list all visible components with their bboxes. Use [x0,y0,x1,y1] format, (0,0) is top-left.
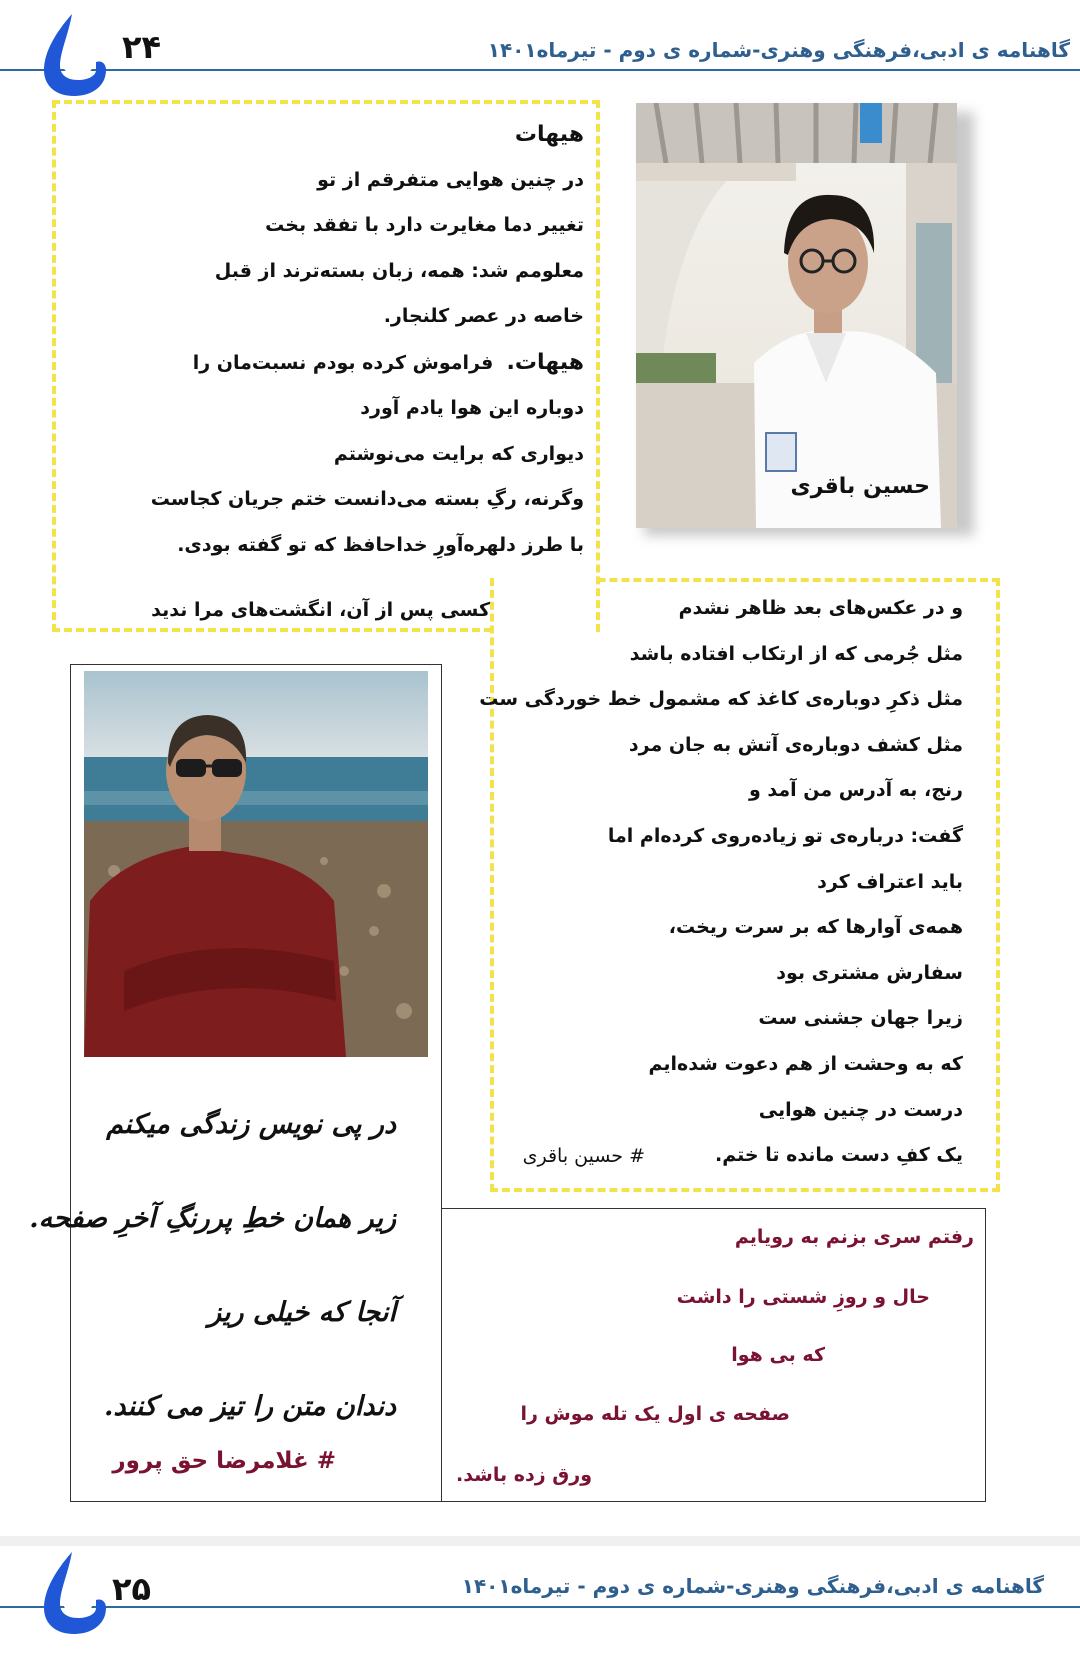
poem-title: هیهات [514,122,584,147]
poem-line: آنجا که خیلی ریز [208,1297,396,1328]
poem-line: باید اعتراف کرد [817,870,963,893]
poem-line: صفحه ی اول یک تله موش را [520,1403,790,1425]
drop-logo-icon [38,1550,112,1636]
poem-second [443,586,963,1179]
poem-line: مثل کشف دوباره‌ی آتش به جان مرد [628,733,963,756]
poem-line: زیر همان خطِ پررنگِ آخرِ صفحه. [29,1203,396,1234]
poem-line: یک کفِ دست مانده تا ختم. [715,1144,963,1167]
poem-hayhat [64,112,584,568]
poem-line: ورق زده باشد. [455,1464,592,1486]
poem-line: زیرا جهان جشنی ست [758,1007,963,1030]
drop-logo-icon [38,12,112,98]
poem-line: همه‌ی آوارها که بر سرت ریخت، [668,916,963,939]
poem-line: دیواری که برایت می‌نوشتم [333,442,584,465]
poem-line: رفتم سری بزنم به رویایم [734,1226,974,1248]
poem-line: گفت: درباره‌ی تو زیاده‌روی کرده‌ام اما [607,824,963,847]
poem-line: که به وحشت از هم دعوت شده‌ایم [648,1052,963,1075]
poem-line: مثل ذکرِ دوباره‌ی کاغذ که مشمول خط خوردگی ست [479,688,963,711]
page-gap [0,1536,1080,1546]
poem-line-last: کسی پس از آن، انگشت‌های مرا ندید [151,599,490,621]
poem-line [64,340,584,387]
photo-caption: حسین باقری [790,474,930,499]
poem-line: معلومم شد: همه، زبان بسته‌ترند از قبل [214,259,584,282]
poem-line: در پی نویس زندگی میکنم [106,1109,396,1140]
bold-word: هیهات. [506,349,584,375]
poem-line: با طرز دلهره‌آورِ خداحافظ که تو گفته بودی. [177,533,584,556]
poem-line: رنج، به آدرس من آمد و [748,779,963,802]
poem-signature: # حسین باقری [522,1145,645,1167]
portrait-photo-2 [84,671,428,1057]
poem-line: دندان متن را تیز می کنند. [104,1391,396,1422]
poem-line-rest: فراموش کرده بودم نسبت‌مان را [192,351,494,374]
poem-line: درست در چنین هوایی [758,1098,963,1121]
right-frame [441,1208,986,1502]
header-title-top: گاهنامه ی ادبی،فرهنگی وهنری-شماره ی دوم - تیرماه۱۴۰۱ [487,38,1070,62]
page-number-top: ۲۴ [122,28,162,66]
poem-line: حال و روزِ شستی را داشت [676,1286,930,1308]
poem-line: وگرنه، رگِ بسته می‌دانست ختم جریان کجاست [150,488,584,510]
poem-line: که بی هوا [731,1344,825,1366]
poem-line: خاصه در عصر کلنجار. [383,305,584,327]
poem-signature: # غلامرضا حق پرور [112,1448,336,1474]
portrait-photo-1 [636,103,957,528]
header-title-bottom: گاهنامه ی ادبی،فرهنگی وهنری-شماره ی دوم - تیرماه۱۴۰۱ [461,1574,1044,1598]
calligraphy-poem [29,1078,396,1454]
poem-line: سفارش مشتری بود [776,961,963,984]
page-number-bottom: ۲۵ [112,1570,152,1608]
poem-line: در چنین هوایی متفرقم از تو [317,168,584,191]
poem-line: مثل جُرمی که از ارتکاب افتاده باشد [629,642,963,665]
poem-line: و در عکس‌های بعد ظاهر نشدم [678,597,963,619]
header-rule-bottom [0,1606,1080,1608]
poem-line: دوباره این هوا یادم آورد [360,397,584,419]
header-rule-top [0,69,1080,71]
poem-line: تغییر دما مغایرت دارد با تفقد بخت [265,214,584,236]
